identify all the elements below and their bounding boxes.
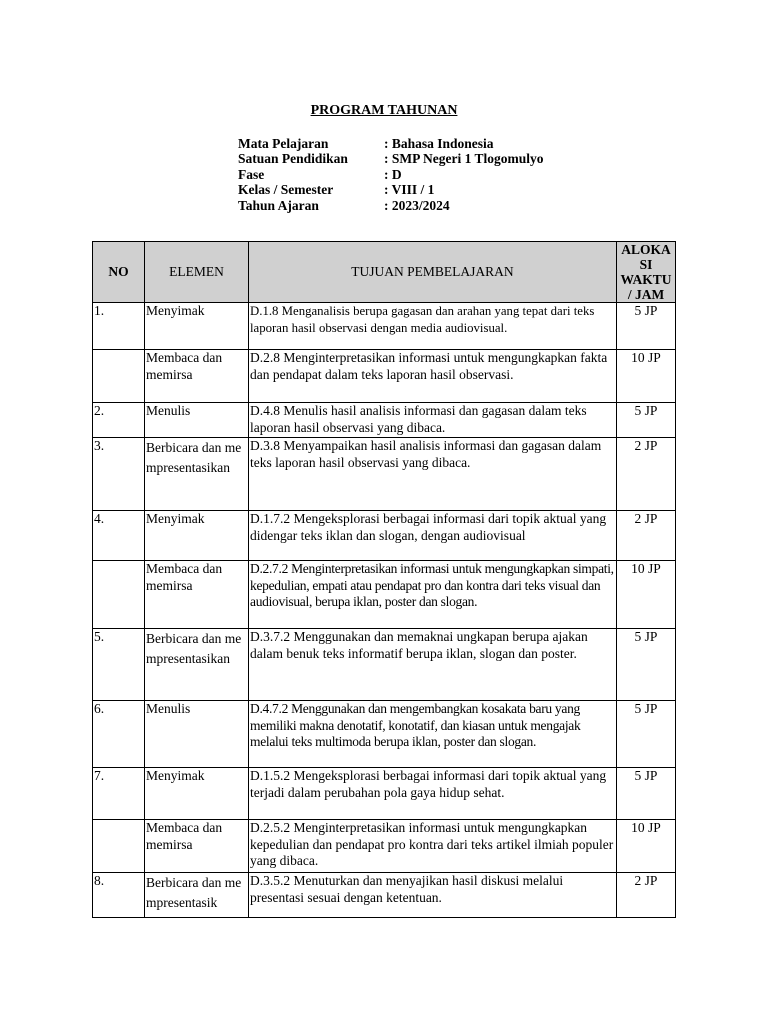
table-row — [93, 629, 676, 701]
learning-plan-table — [92, 241, 676, 918]
header-no: NO — [93, 242, 145, 303]
header-waktu — [617, 242, 676, 303]
document-title: PROGRAM TAHUNAN — [310, 103, 458, 118]
row-elemen: Membaca dan memirsa — [145, 820, 249, 873]
row-elemen: Membaca dan memirsa — [145, 350, 249, 403]
header-waktu-line: / JAM — [627, 287, 665, 302]
row-no: 7. — [93, 768, 145, 820]
row-waktu: 10 JP — [617, 350, 676, 403]
row-tujuan: D.2.7.2 Menginterpretasikan informasi untuk mengungkapkan simpati, kepedulian, empati atau pendapat pro dan kontra dari teks visual dan audiovisual, berupa iklan, poster dan slogan. — [249, 561, 617, 629]
header-waktu-line: WAKTU — [620, 272, 672, 287]
table-row — [93, 873, 676, 918]
table-row — [93, 438, 676, 511]
row-tujuan: D.2.8 Menginterpretasikan informasi untuk mengungkapkan fakta dan pendapat dalam teks laporan hasil observasi. — [249, 350, 617, 403]
meta-value: : 2023/2024 — [384, 197, 450, 213]
row-no — [93, 350, 145, 403]
row-waktu: 2 JP — [617, 438, 676, 511]
table-row — [93, 511, 676, 561]
meta-value: : Bahasa Indonesia — [384, 136, 494, 151]
meta-label: Satuan Pendidikan — [238, 151, 348, 167]
row-tujuan: D.3.8 Menyampaikan hasil analisis informasi dan gagasan dalam teks laporan hasil observasi yang dibaca. — [249, 438, 617, 511]
row-waktu: 5 JP — [617, 303, 676, 350]
row-waktu: 2 JP — [617, 511, 676, 561]
row-tujuan: D.1.5.2 Mengeksplorasi berbagai informasi dari topik aktual yang terjadi dalam perubahan pola gaya hidup sehat. — [249, 768, 617, 820]
row-tujuan: D.1.8 Menganalisis berupa gagasan dan arahan yang tepat dari teks laporan hasil observasi dengan media audiovisual. — [249, 303, 617, 350]
meta-value: : D — [384, 166, 402, 182]
meta-label: Tahun Ajaran — [238, 197, 319, 213]
row-elemen: Menulis — [145, 701, 249, 768]
row-no: 1. — [93, 303, 145, 350]
row-elemen: Menyimak — [145, 303, 249, 350]
row-tujuan: D.1.7.2 Mengeksplorasi berbagai informasi dari topik aktual yang didengar teks iklan dan slogan, dengan audiovisual — [249, 511, 617, 561]
row-no: 3. — [93, 438, 145, 511]
meta-label: Kelas / Semester — [238, 182, 334, 198]
row-tujuan: D.4.7.2 Menggunakan dan mengembangkan kosakata baru yang memiliki makna denotatif, konotatif, dan kiasan untuk mengajak melalui teks multimoda berupa iklan, poster dan slogan. — [249, 701, 617, 768]
row-waktu: 5 JP — [617, 629, 676, 701]
table-row — [93, 820, 676, 873]
header-waktu-line: ALOKA — [621, 242, 671, 257]
meta-row — [238, 182, 544, 197]
header-tujuan: TUJUAN PEMBELAJARAN — [249, 242, 617, 303]
meta-value: : SMP Negeri 1 Tlogomulyo — [384, 151, 544, 167]
row-waktu: 2 JP — [617, 873, 676, 918]
row-no — [93, 820, 145, 873]
row-waktu: 5 JP — [617, 768, 676, 820]
table-row — [93, 561, 676, 629]
meta-row — [238, 167, 544, 182]
row-elemen: Menulis — [145, 403, 249, 438]
meta-info — [238, 136, 544, 213]
row-elemen: Berbicara dan mempresentasikan — [145, 629, 249, 701]
row-no: 5. — [93, 629, 145, 701]
table-row — [93, 701, 676, 768]
meta-row — [238, 198, 544, 213]
row-waktu: 10 JP — [617, 561, 676, 629]
row-elemen: Berbicara dan mempresentasik — [145, 873, 249, 918]
row-no: 2. — [93, 403, 145, 438]
row-tujuan: D.3.7.2 Menggunakan dan memaknai ungkapan berupa ajakan dalam benuk teks informatif berupa iklan, slogan dan poster. — [249, 629, 617, 701]
row-elemen: Membaca dan memirsa — [145, 561, 249, 629]
meta-label: Mata Pelajaran — [238, 136, 329, 151]
header-waktu-line: SI — [639, 257, 653, 272]
row-waktu: 5 JP — [617, 701, 676, 768]
row-elemen: Berbicara dan mempresentasikan — [145, 438, 249, 511]
table-row — [93, 303, 676, 350]
row-waktu: 10 JP — [617, 820, 676, 873]
table-row — [93, 350, 676, 403]
table-row — [93, 768, 676, 820]
row-tujuan: D.4.8 Menulis hasil analisis informasi dan gagasan dalam teks laporan hasil observasi yang dibaca. — [249, 403, 617, 438]
row-elemen: Menyimak — [145, 511, 249, 561]
row-tujuan: D.3.5.2 Menuturkan dan menyajikan hasil diskusi melalui presentasi sesuai dengan ketentuan. — [249, 873, 617, 918]
meta-value: : VIII / 1 — [384, 182, 435, 198]
row-waktu: 5 JP — [617, 403, 676, 438]
meta-label: Fase — [238, 166, 265, 182]
row-no: 6. — [93, 701, 145, 768]
table-row — [93, 403, 676, 438]
row-no — [93, 561, 145, 629]
row-tujuan: D.2.5.2 Menginterpretasikan informasi untuk mengungkapkan kepedulian dan pendapat pro kontra dari teks artikel ilmiah populer yang dibaca. — [249, 820, 617, 873]
row-elemen: Menyimak — [145, 768, 249, 820]
row-no: 4. — [93, 511, 145, 561]
header-elemen: ELEMEN — [145, 242, 249, 303]
meta-row — [238, 151, 544, 166]
table-header-row — [93, 242, 676, 303]
meta-row — [238, 136, 544, 151]
row-no: 8. — [93, 873, 145, 918]
